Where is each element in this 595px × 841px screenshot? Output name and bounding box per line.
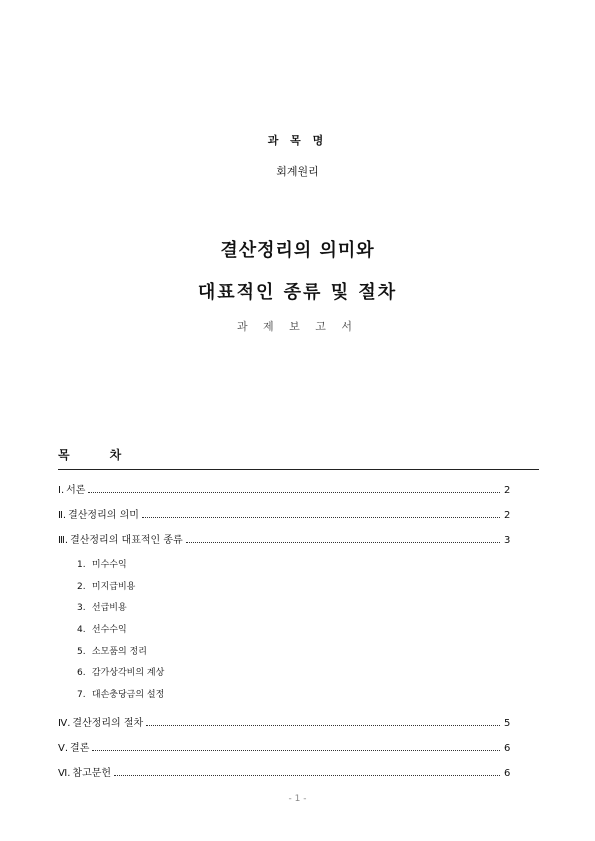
toc-leader-dots bbox=[114, 774, 500, 776]
toc-entry-text: 결산정리의 절차 bbox=[72, 718, 144, 729]
toc-entry-number: Ⅱ. bbox=[58, 510, 67, 521]
report-type-label: 과 제 보 고 서 bbox=[236, 320, 359, 333]
toc-entry-page: 6 bbox=[504, 768, 511, 779]
toc-sub-entry[interactable]: 6. 감가상각비의 계상 bbox=[77, 668, 165, 678]
toc-sub-entry[interactable]: 4. 선수수익 bbox=[77, 625, 127, 635]
toc-sub-entry[interactable]: 7. 대손충당금의 설정 bbox=[77, 690, 165, 700]
toc-entry-types[interactable] bbox=[58, 535, 510, 547]
toc-sub-entry[interactable]: 1. 미수수익 bbox=[77, 560, 127, 570]
toc-entry-conclusion[interactable] bbox=[58, 743, 510, 755]
page-number: - 1 - bbox=[288, 794, 307, 804]
toc-entry-number: Ⅰ. bbox=[58, 485, 65, 496]
report-title-line1: 결산정리의 의미와 bbox=[220, 240, 375, 261]
toc-sub-entry[interactable]: 3. 선급비용 bbox=[77, 603, 127, 613]
toc-divider bbox=[58, 469, 539, 470]
toc-sub-entry[interactable]: 2. 미지급비용 bbox=[77, 582, 136, 592]
subject-label: 과 목 명 bbox=[267, 134, 328, 147]
toc-heading-right: 차 bbox=[109, 448, 122, 462]
toc-entry-number: Ⅴ. bbox=[58, 743, 69, 754]
toc-entry-number: Ⅵ. bbox=[58, 768, 71, 779]
toc-entry-page: 6 bbox=[504, 743, 511, 754]
report-title-line2: 대표적인 종류 및 절차 bbox=[197, 282, 398, 303]
toc-heading-left: 목 bbox=[58, 448, 70, 462]
toc-entry-procedure[interactable] bbox=[58, 718, 510, 730]
toc-entry-text: 결론 bbox=[70, 743, 90, 754]
toc-leader-dots bbox=[88, 491, 500, 493]
toc-entry-page: 2 bbox=[504, 485, 511, 496]
toc-entry-text: 결산정리의 대표적인 종류 bbox=[70, 535, 183, 546]
toc-entry-page: 2 bbox=[504, 510, 511, 521]
toc-entry-references[interactable] bbox=[58, 768, 510, 780]
toc-entry-page: 3 bbox=[504, 535, 511, 546]
toc-entry-page: 5 bbox=[504, 718, 511, 729]
toc-leader-dots bbox=[186, 541, 500, 543]
subject-name: 회계원리 bbox=[276, 165, 319, 178]
toc-entry-intro[interactable] bbox=[58, 485, 510, 497]
toc-entry-text: 서론 bbox=[66, 485, 86, 496]
toc-sub-entry[interactable]: 5. 소모품의 정리 bbox=[77, 647, 147, 657]
toc-entry-number: Ⅳ. bbox=[58, 718, 71, 729]
toc-leader-dots bbox=[142, 516, 500, 518]
toc-entry-text: 결산정리의 의미 bbox=[68, 510, 139, 521]
toc-entry-text: 참고문헌 bbox=[72, 768, 112, 779]
toc-heading bbox=[58, 446, 538, 463]
toc-leader-dots bbox=[92, 749, 500, 751]
toc-entry-meaning[interactable] bbox=[58, 510, 510, 522]
toc-entry-number: Ⅲ. bbox=[58, 535, 69, 546]
toc-leader-dots bbox=[146, 724, 500, 726]
